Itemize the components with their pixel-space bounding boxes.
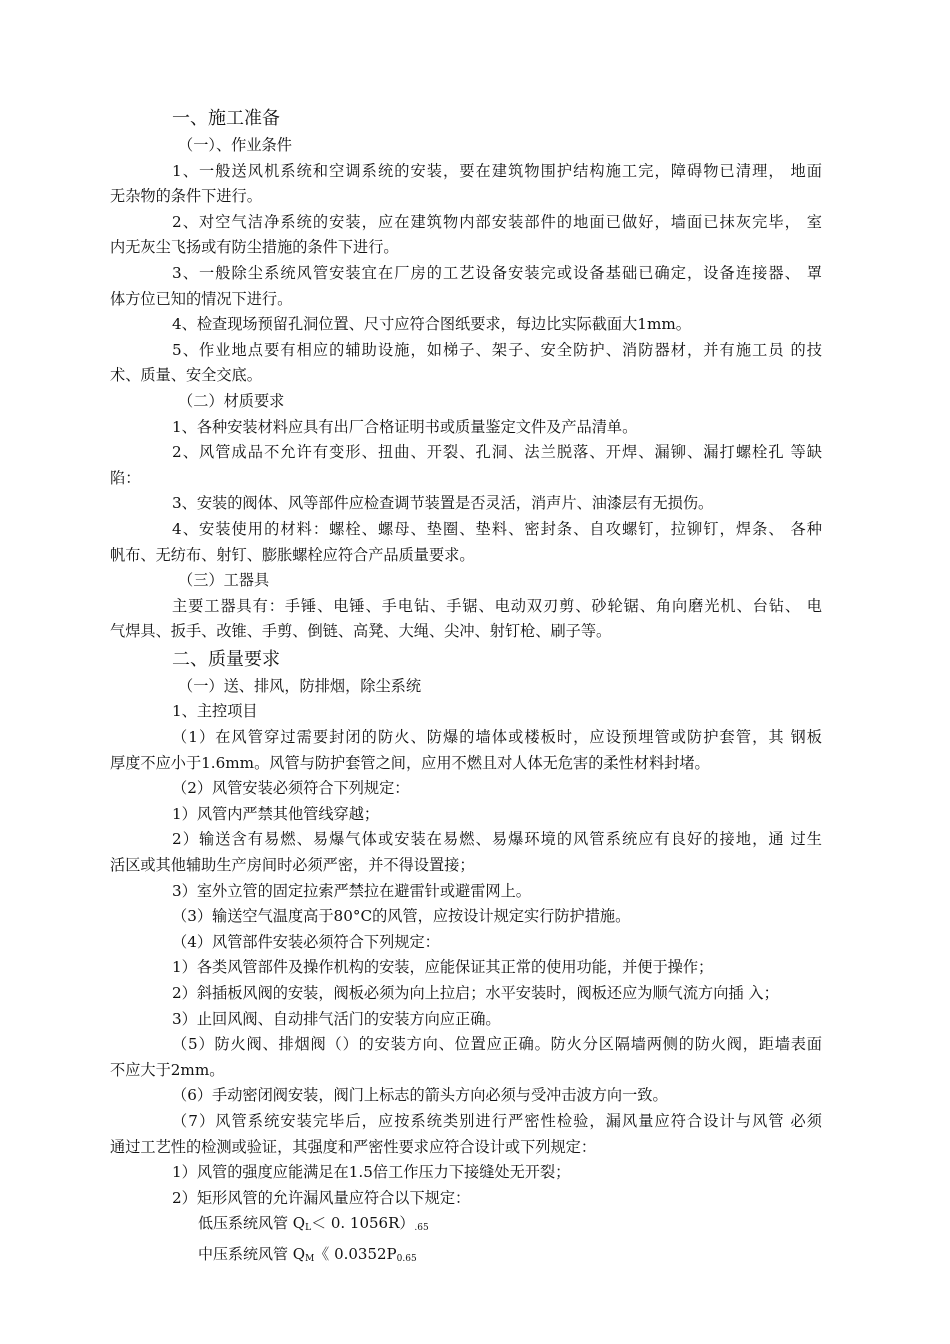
text-line: 厚度不应小于1.6mm。风管与防护套管之间，应用不燃且对人体无危害的柔性材料封堵。 [110, 753, 710, 772]
text-line: 2）斜插板风阀的安装，阀板必须为向上拉启；水平安装时，阀板还应为顺气流方向插 入； [172, 984, 779, 1002]
formula-medium-rest: 《 0.0352P [314, 1244, 397, 1263]
text-line: 3、一般除尘系统风管安装宜在厂房的工艺设备安装完或设备基础已确定，设备连接器、 罩 [172, 263, 822, 282]
subsection-heading: （一）送、排风，防排烟，除尘系统 [178, 676, 421, 695]
text-line: 帆布、无纺布、射钉、膨胀螺栓应符合产品质量要求。 [110, 545, 475, 564]
text-line: 2、风管成品不允许有变形、扭曲、开裂、孔洞、法兰脱落、开焊、漏铆、漏打螺栓孔 等缺 [172, 443, 822, 462]
text-line: 气焊具、扳手、改锥、手剪、倒链、高凳、大绳、尖冲、射钉枪、刷子等。 [110, 622, 612, 641]
section-heading: 二、质量要求 [172, 648, 280, 670]
text-line: 1、主控项目 [172, 702, 258, 721]
text-line: 2）矩形风管的允许漏风量应符合以下规定： [172, 1188, 471, 1207]
text-line: 术、质量、安全交底。 [110, 366, 262, 385]
text-line: 体方位已知的情况下进行。 [110, 289, 293, 308]
text-line: （5）防火阀、排烟阀（）的安装方向、位置应正确。防火分区隔墙两侧的防火阀，距墙表面 [172, 1035, 822, 1054]
text-line: 活区或其他辅助生产房间时必须严密，并不得设置接； [110, 856, 475, 875]
text-line: 不应大于2mm。 [110, 1060, 225, 1079]
text-line: 3、安装的阀体、风等部件应检查调节装置是否灵活，消声片、油漆层有无损伤。 [172, 494, 714, 513]
text-line: （2）风管安装必须符合下列规定： [172, 779, 410, 798]
text-line: 无杂物的条件下进行。 [110, 187, 262, 206]
text-line: 3）室外立管的固定拉索严禁拉在避雷针或避雷网上。 [172, 881, 531, 900]
text-line: 内无灰尘飞扬或有防尘措施的条件下进行。 [110, 238, 399, 257]
document-body [110, 104, 822, 1273]
text-line: 3）止回风阀、自动排气活门的安装方向应正确。 [172, 1009, 501, 1028]
formula-low-main: 低压系统风管 Q [198, 1214, 306, 1233]
formula-medium-main: 中压系统风管 Q [198, 1244, 306, 1263]
subsection-heading: （一）、作业条件 [178, 136, 292, 154]
text-line: 1）风管的强度应能满足在1.5倍工作压力下接缝处无开裂； [172, 1163, 571, 1182]
text-line: （6）手动密闭阀安装，阀门上标志的箭头方向必须与受冲击波方向一致。 [172, 1086, 668, 1105]
text-line: （4）风管部件安装必须符合下列规定： [172, 932, 440, 951]
text-line: 通过工艺性的检测或验证，其强度和严密性要求应符合设计或下列规定： [110, 1137, 596, 1156]
formula-medium-sub: M [305, 1253, 315, 1264]
text-line: 4、安装使用的材料：螺栓、螺母、垫圈、垫料、密封条、自攻螺钉，拉铆钉，焊条、 各种 [172, 519, 822, 538]
text-lines [110, 104, 822, 1211]
text-line: 陷： [110, 468, 141, 487]
formula-medium-exp: 0.65 [396, 1253, 417, 1264]
text-line: （7）风管系统安装完毕后，应按系统类别进行严密性检验，漏风量应符合设计与风管 必须 [172, 1111, 822, 1130]
text-line: 1）风管内严禁其他管线穿越； [172, 804, 380, 823]
text-line: 1、各种安装材料应具有出厂合格证明书或质量鉴定文件及产品清单。 [172, 417, 638, 436]
text-line: 1）各类风管部件及操作机构的安装，应能保证其正常的使用功能，并便于操作； [172, 958, 714, 977]
text-line: 2、对空气洁净系统的安装，应在建筑物内部安装部件的地面已做好，墙面已抹灰完毕， 室 [172, 212, 822, 231]
text-line: 4、检查现场预留孔洞位置、尺寸应符合图纸要求，每边比实际截面大1mm。 [172, 315, 691, 334]
formula-low-rest: ＜ 0. 1056R） [311, 1214, 415, 1233]
subsection-heading: （三）工器具 [178, 571, 270, 590]
formula-low-sub: L [305, 1223, 312, 1234]
formula-low-pressure [110, 1211, 822, 1242]
formula-medium-pressure [110, 1242, 822, 1273]
subsection-heading: （二）材质要求 [178, 391, 285, 410]
text-line: 2）输送含有易燃、易爆气体或安装在易燃、易爆环境的风管系统应有良好的接地，通 过生 [172, 830, 822, 849]
text-line: 5、作业地点要有相应的辅助设施，如梯子、架子、安全防护、消防器材，并有施工员 的技 [172, 340, 822, 359]
formula-low-exp: .65 [414, 1223, 429, 1234]
text-line: （1）在风管穿过需要封闭的防火、防爆的墙体或楼板时，应设预埋管或防护套管，其 钢板 [172, 728, 822, 747]
text-line: 主要工器具有：手锤、电锤、手电钻、手锯、电动双刃剪、砂轮锯、角向磨光机、台钻、 电 [172, 596, 822, 615]
section-heading: 一、施工准备 [172, 108, 280, 129]
text-line: 1、一般送风机系统和空调系统的安装，要在建筑物围护结构施工完，障碍物已清理， 地面 [172, 161, 822, 180]
text-line: （3）输送空气温度高于80°C的风管，应按设计规定实行防护措施。 [172, 907, 631, 926]
